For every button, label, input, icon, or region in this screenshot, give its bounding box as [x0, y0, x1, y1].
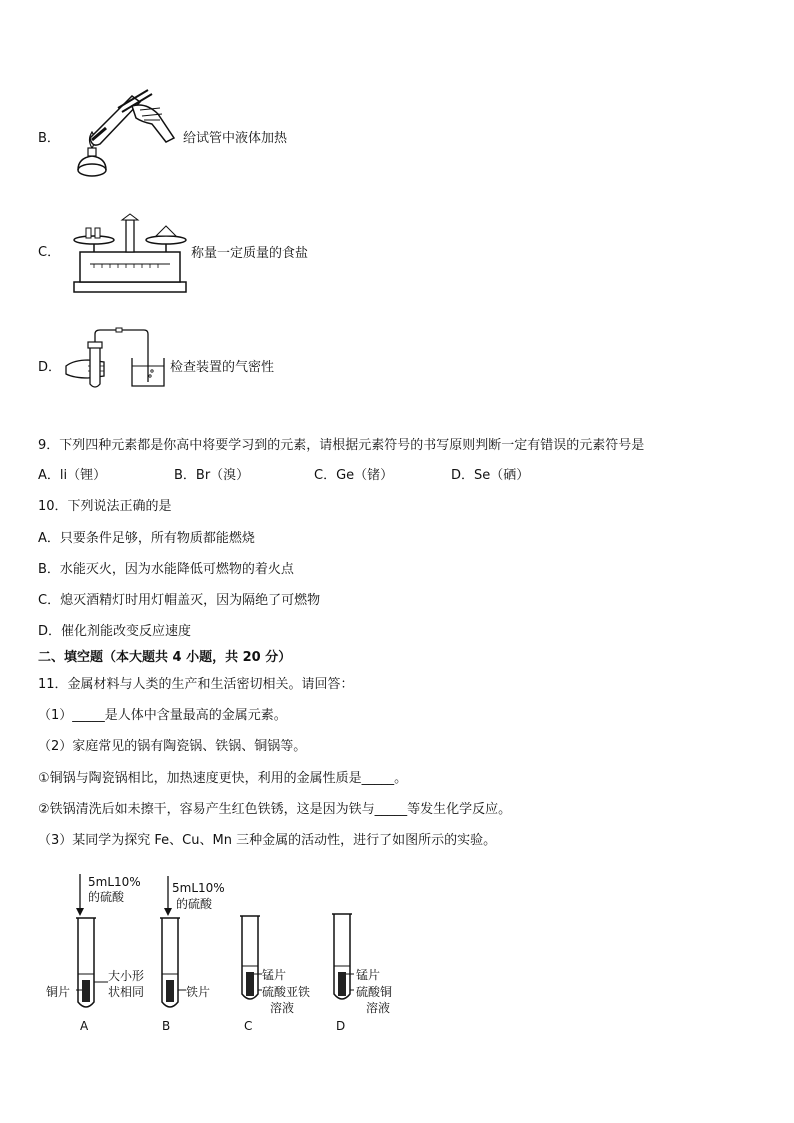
q11-part-2b: ②铁锅清洗后如未擦干，容易产生红色铁锈，这是因为铁与_____等发生化学反应。 [38, 802, 512, 817]
test-tube-a [46, 874, 144, 1033]
iron-strip [166, 980, 174, 1002]
metal-activity-experiment-figure [40, 870, 420, 1040]
q10-option-c: C．熄灭酒精灯时用灯帽盖灭，因为隔绝了可燃物 [38, 593, 321, 608]
q11-part-1: （1）_____是人体中含量最高的金属元素。 [38, 708, 287, 723]
label-c: C [244, 1019, 253, 1033]
q8-option-b-text: 给试管中液体加热 [183, 131, 288, 146]
acid-b-line1: 5mL10% [172, 881, 225, 895]
manganese-strip-c [246, 972, 254, 996]
heating-test-tube-illustration [70, 88, 180, 188]
same-shape-line1: 大小形 [108, 969, 145, 983]
q10-option-d: D．催化剂能改变反应速度 [38, 624, 192, 639]
acid-a-line2: 的硫酸 [88, 890, 125, 904]
manganese-c-label: 锰片 [262, 968, 287, 982]
test-tube-c [240, 916, 310, 1033]
q11-part-2: （2）家庭常见的锅有陶瓷锅、铁锅、铜锅等。 [38, 739, 307, 754]
q10-option-b: B．水能灭火，因为水能降低可燃物的着火点 [38, 562, 294, 577]
q9-option-a: A．li（锂） [38, 468, 107, 483]
label-d: D [336, 1019, 346, 1033]
q10-stem: 10．下列说法正确的是 [38, 499, 172, 514]
airtightness-check-illustration [64, 326, 174, 390]
q9-option-d: D．Se（硒） [451, 468, 530, 483]
q8-option-d-text: 检查装置的气密性 [170, 360, 275, 375]
manganese-d-label: 锰片 [356, 968, 381, 982]
q9-option-b: B．Br（溴） [174, 468, 250, 483]
q10-option-a: A．只要条件足够，所有物质都能燃烧 [38, 531, 255, 546]
copper-strip [82, 980, 90, 1002]
acid-a-line1: 5mL10% [88, 875, 141, 889]
section-heading: 二、填空题（本大题共 4 小题，共 20 分） [38, 650, 292, 665]
q8-option-b-letter: B． [38, 131, 60, 146]
test-tube-d [332, 914, 392, 1033]
label-b: B [162, 1019, 171, 1033]
same-shape-line2: 状相同 [108, 985, 145, 999]
label-a: A [80, 1019, 89, 1033]
q11-part-3: （3）某同学为探究 Fe、Cu、Mn 三种金属的活动性，进行了如图所示的实验。 [38, 833, 497, 848]
test-tube-b [160, 876, 225, 1033]
q8-option-d-letter: D． [38, 360, 62, 375]
q8-option-c-letter: C． [38, 245, 61, 260]
q8-option-c-text: 称量一定质量的食盐 [191, 246, 309, 261]
balance-scale-illustration [70, 212, 190, 296]
solution-c-line2: 溶液 [270, 1001, 295, 1015]
manganese-strip-d [338, 972, 346, 996]
q11-stem: 11．金属材料与人类的生产和生活密切相关。请回答： [38, 677, 354, 692]
solution-d-line2: 溶液 [366, 1001, 391, 1015]
arrow-b-head [164, 908, 172, 916]
q9-option-c: C．Ge（锗） [314, 468, 394, 483]
copper-label: 铜片 [46, 985, 71, 999]
iron-label: 铁片 [186, 985, 211, 999]
solution-c-line1: 硫酸亚铁 [262, 985, 311, 999]
solution-d-line1: 硫酸铜 [356, 985, 393, 999]
acid-b-line2: 的硫酸 [176, 897, 213, 911]
q11-part-2a: ①铜锅与陶瓷锅相比，加热速度更快，利用的金属性质是_____。 [38, 771, 408, 786]
arrow-a-head [76, 908, 84, 916]
q9-stem: 9．下列四种元素都是你高中将要学习到的元素，请根据元素符号的书写原则判断一定有错误的元素符号是 [38, 438, 645, 453]
